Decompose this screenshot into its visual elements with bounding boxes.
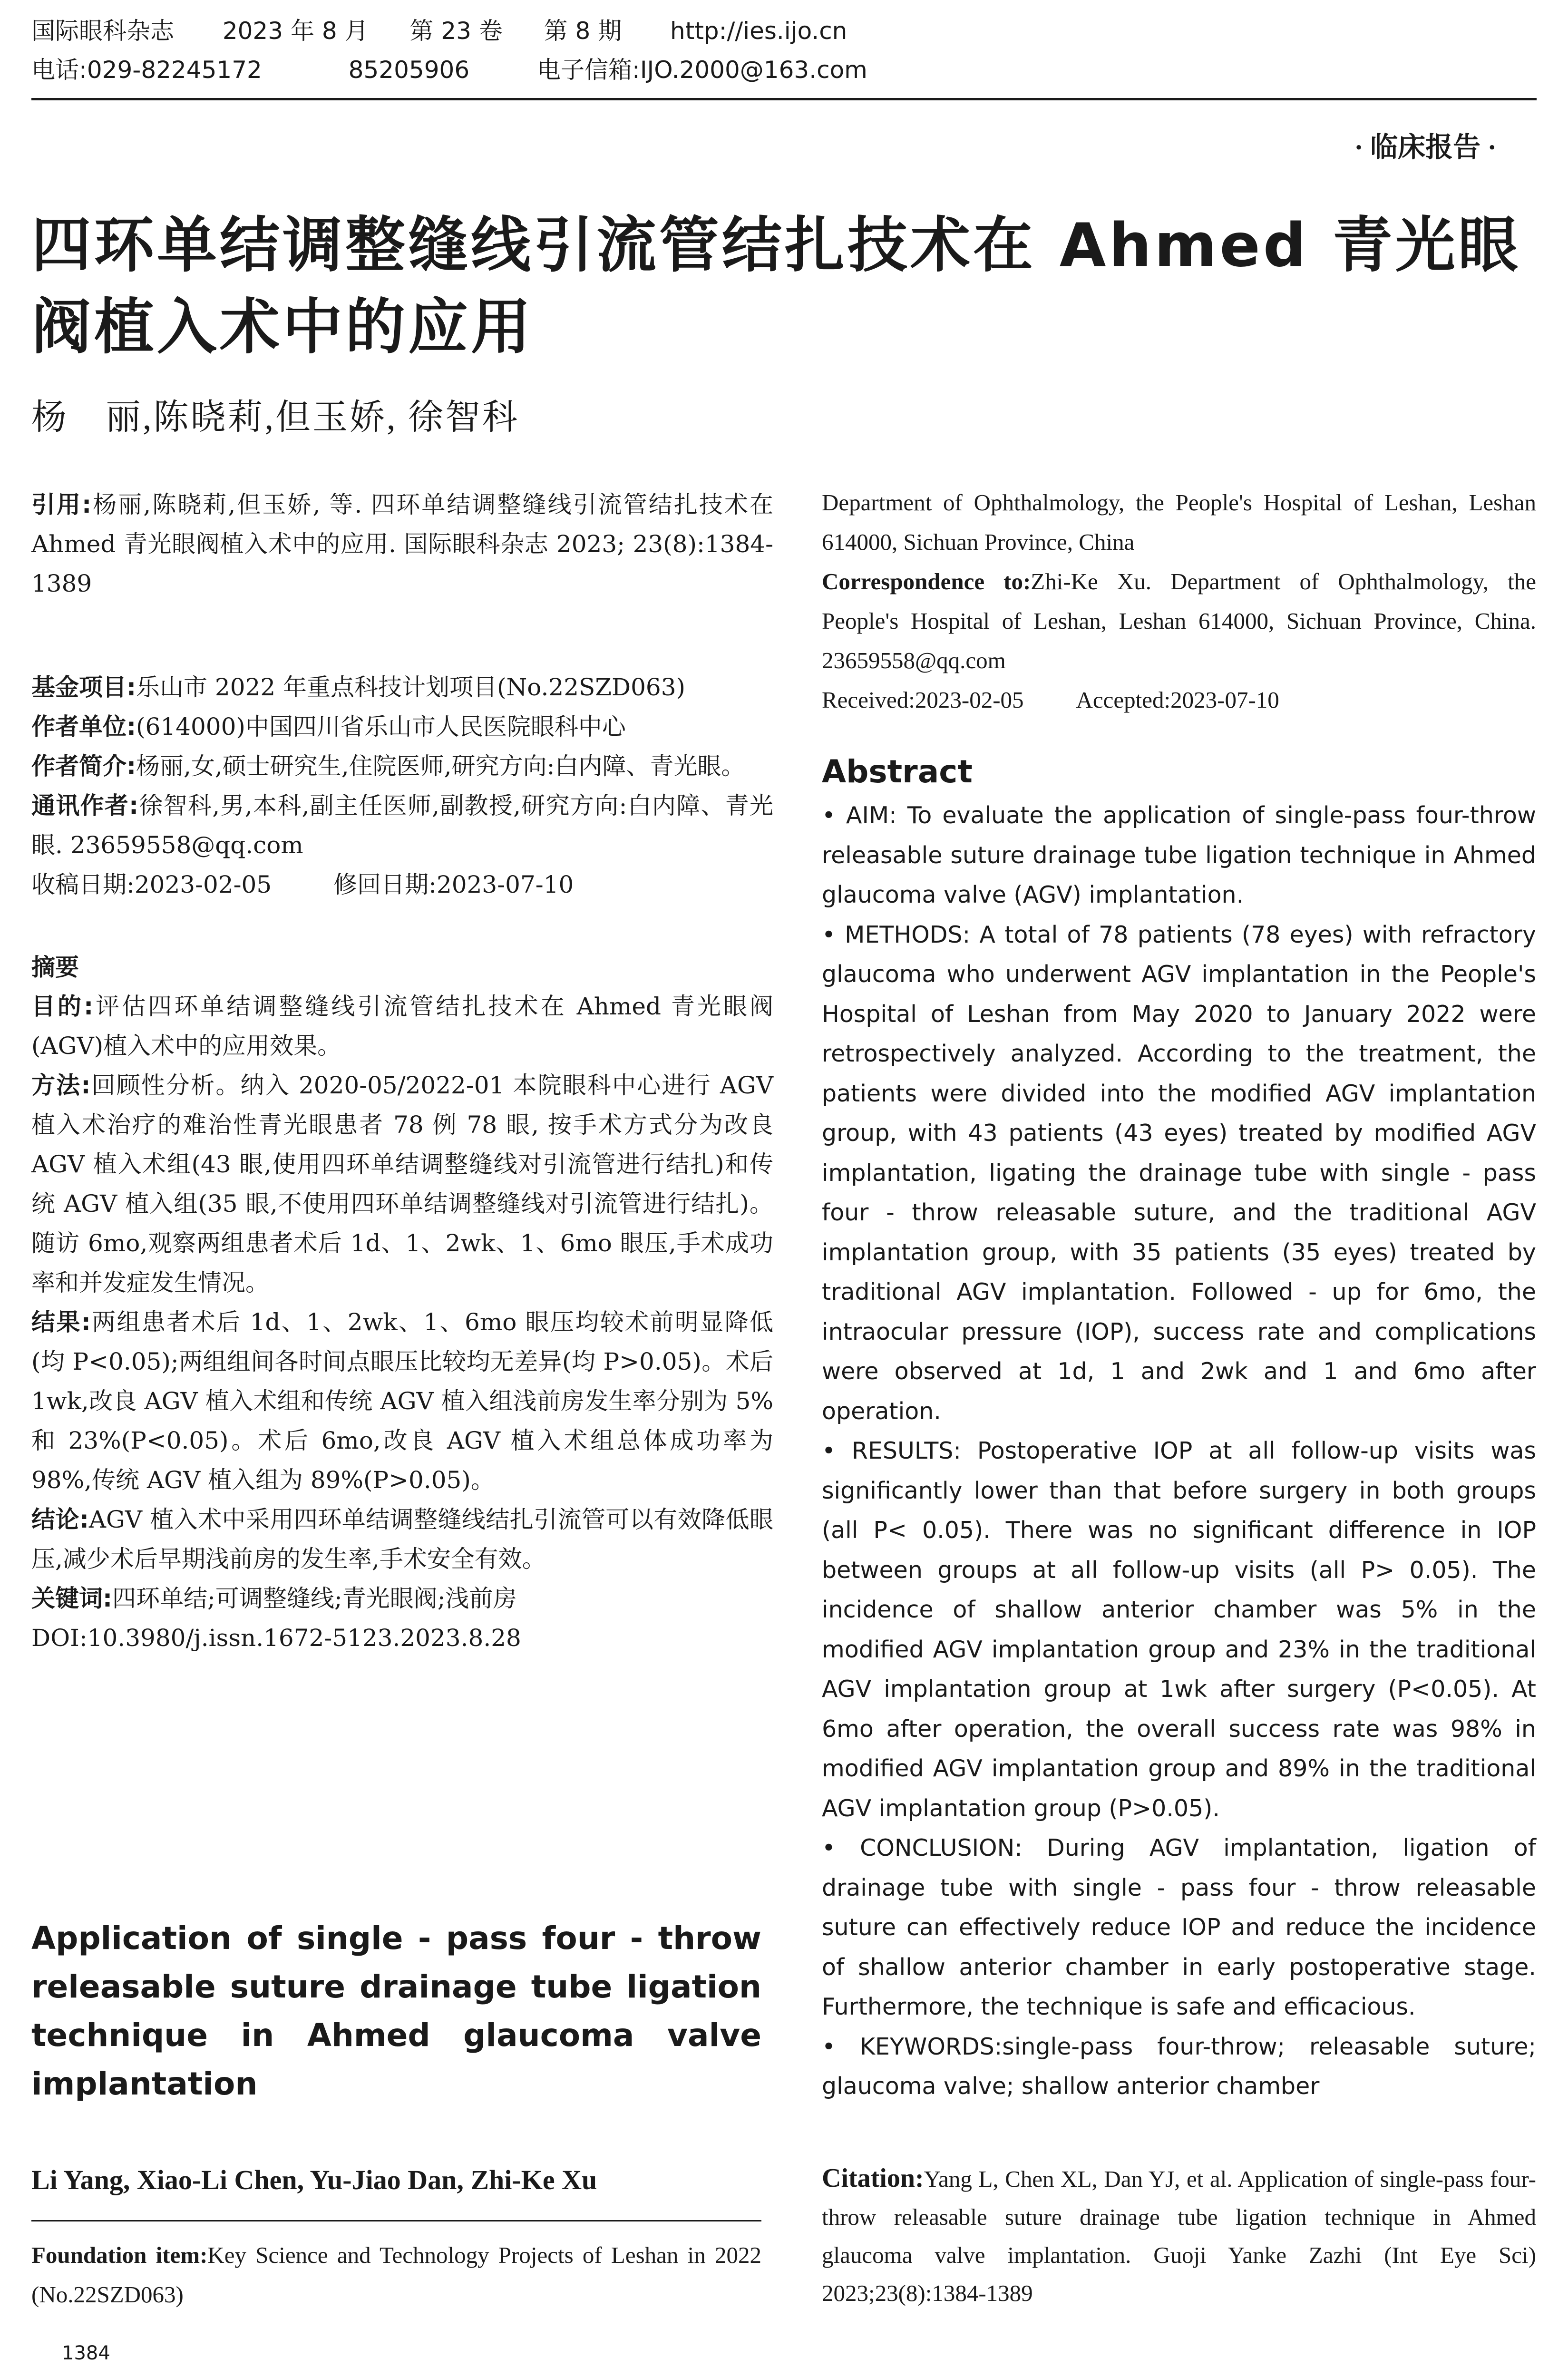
abstract-heading-cn: 摘要 xyxy=(31,953,79,981)
article-title-cn: 四环单结调整缝线引流管结扎技术在 Ahmed 青光眼阀植入术中的应用 xyxy=(31,210,1521,362)
left-column xyxy=(31,485,773,1658)
corr-cn: 通讯作者:徐智科,男,本科,副主任医师,副教授,研究方向:白内障、青光眼. 23659558@qq.com xyxy=(31,792,774,859)
abstract-heading-en: Abstract xyxy=(822,753,973,790)
page-number: 1384 xyxy=(62,2342,110,2364)
aim-en: • AIM: To evaluate the application of single-pass four-throw releasable suture drainage tube ligation technique in Ahmed glaucoma valve (AGV) implantation. xyxy=(822,802,1537,908)
affiliation-en: Department of Ophthalmology, the People's Hospital of Leshan, Leshan 614000, Sichuan Province, China xyxy=(822,489,1536,555)
correspondence-en: Correspondence to:Zhi-Ke Xu. Department of Ophthalmology, the People's Hospital of Leshan, Leshan 614000, Sichuan Province, China. 23659558@qq.com xyxy=(822,568,1537,673)
header-rule xyxy=(31,98,1537,100)
authors-en: Li Yang, Xiao-Li Chen, Yu-Jiao Dan, Zhi-Ke Xu xyxy=(31,2164,597,2195)
methods-cn: 方法:回顾性分析。纳入 2020-05/2022-01 本院眼科中心进行 AGV 植入术治疗的难治性青光眼患者 78 例 78 眼, 按手术方式分为改良 AGV 植入术组(43 眼,使用四环单结调整缝线对引流管进行结扎)和传统 AGV 植入组(35 眼,不使用四环单结调整缝线对引流管进行结扎)。随访 6mo,观察两组患者术后 1d、1、2wk、1、6mo 眼压,手术成功率和并发症发生情况。 xyxy=(31,1072,773,1296)
dates-en: Received:2023-02-05 Accepted:2023-07-10 xyxy=(822,687,1279,713)
citation-en: Citation:Yang L, Chen XL, Dan YJ, et al. Application of single-pass four-throw releasable suture drainage tube ligation technique in Ahmed glaucoma valve implantation. Guoji Yanke Zazhi (Int Eye Sci) 2023;23(8):1384-1389 xyxy=(822,2163,1536,2306)
authors-cn: 杨 丽,陈晓莉,但玉娇, 徐智科 xyxy=(31,398,519,437)
results-cn: 结果:两组患者术后 1d、1、2wk、1、6mo 眼压均较术前明显降低(均 P<0.05);两组组间各时间点眼压比较均无差异(均 P>0.05)。术后 1wk,改良 AGV 植入术组和传统 AGV 植入组浅前房发生率分别为 5%和 23%(P<0.05)。术后 6mo,改良 AGV 植入术组总体成功率为98%,传统 AGV 植入组为 89%(P>0.05)。 xyxy=(31,1308,773,1494)
article-title-en: Application of single - pass four - throw releasable suture drainage tube ligation technique in Ahmed glaucoma valve implantation xyxy=(31,1920,761,2102)
phone: 029-82245172 xyxy=(87,56,262,84)
results-en: • RESULTS: Postoperative IOP at all follow-up visits was significantly lower than that before surgery in both groups (all P< 0.05). There was no significant difference in IOP between groups at all follow-up visits (all P> 0.05). The incidence of shallow anterior chamber was 5% in the modified AGV implantation group and 23% in the traditional AGV implantation group at 1wk after surgery (P<0.05). At 6mo after operation, the overall success rate was 98% in modified AGV implantation group and 89% in the traditional AGV implantation group (P>0.05). xyxy=(822,1437,1536,1822)
journal-name: 国际眼科杂志 xyxy=(31,17,174,45)
journal-header-line2 xyxy=(31,58,867,82)
keywords-en: • KEYWORDS:single-pass four-throw; releasable suture; glaucoma valve; shallow anterior chamber xyxy=(822,2033,1536,2100)
right-column xyxy=(822,483,1536,2106)
email[interactable]: IJO.2000@163.com xyxy=(640,56,867,84)
doi[interactable]: DOI:10.3980/j.issn.1672-5123.2023.8.28 xyxy=(31,1624,521,1652)
citation-cn: 引用:杨丽,陈晓莉,但玉娇, 等. 四环单结调整缝线引流管结扎技术在 Ahmed 青光眼阀植入术中的应用. 国际眼科杂志 2023; 23(8):1384-1389 xyxy=(31,491,773,597)
phone-2: 85205906 xyxy=(348,56,470,84)
issue-number: 第 8 期 xyxy=(544,17,622,45)
column-tag: · 临床报告 · xyxy=(1354,132,1497,163)
conclusion-en: • CONCLUSION: During AGV implantation, ligation of drainage tube with single - pass four - throw releasable suture can effectively reduce IOP and reduce the incidence of shallow anterior chamber in early postoperative stage. Furthermore, the technique is safe and efficacious. xyxy=(822,1834,1536,2020)
fund-cn: 基金项目:乐山市 2022 年重点科技计划项目(No.22SZD063) xyxy=(31,673,686,701)
phone-label: 电话: xyxy=(31,56,87,84)
bio-cn: 作者简介:杨丽,女,硕士研究生,住院医师,研究方向:白内障、青光眼。 xyxy=(31,752,745,780)
foundation-item-en: Foundation item:Key Science and Technology Projects of Leshan in 2022 (No.22SZD063) xyxy=(31,2242,761,2308)
footnote-rule xyxy=(31,2220,761,2221)
volume: 第 23 卷 xyxy=(409,17,503,45)
email-label: 电子信箱: xyxy=(536,56,640,84)
issue-date: 2023 年 8 月 xyxy=(222,17,369,45)
conclusion-cn: 结论:AGV 植入术中采用四环单结调整缝线结扎引流管可以有效降低眼压,减少术后早期浅前房的发生率,手术安全有效。 xyxy=(31,1506,773,1573)
journal-url[interactable]: http://ies.ijo.cn xyxy=(670,17,847,45)
aim-cn: 目的:评估四环单结调整缝线引流管结扎技术在 Ahmed 青光眼阀(AGV)植入术中的应用效果。 xyxy=(31,993,774,1060)
unit-cn: 作者单位:(614000)中国四川省乐山市人民医院眼科中心 xyxy=(31,713,626,740)
methods-en: • METHODS: A total of 78 patients (78 eyes) with refractory glaucoma who underwent AGV implantation in the People's Hospital of Leshan from May 2020 to January 2022 were retrospectively analyzed. According to the treatment, the patients were divided into the modified AGV implantation group, with 43 patients (43 eyes) treated by modified AGV implantation, ligating the drainage tube with single - pass four - throw releasable suture, and the traditional AGV implantation group, with 35 patients (35 eyes) treated by traditional AGV implantation. Followed - up for 6mo, the intraocular pressure (IOP), success rate and complications were observed at 1d, 1 and 2wk and 1 and 6mo after operation. xyxy=(822,921,1537,1425)
journal-header-line1 xyxy=(31,19,847,43)
keywords-cn: 关键词:四环单结;可调整缝线;青光眼阀;浅前房 xyxy=(31,1585,517,1612)
dates-cn: 收稿日期:2023-02-05 修回日期:2023-07-10 xyxy=(31,871,574,898)
